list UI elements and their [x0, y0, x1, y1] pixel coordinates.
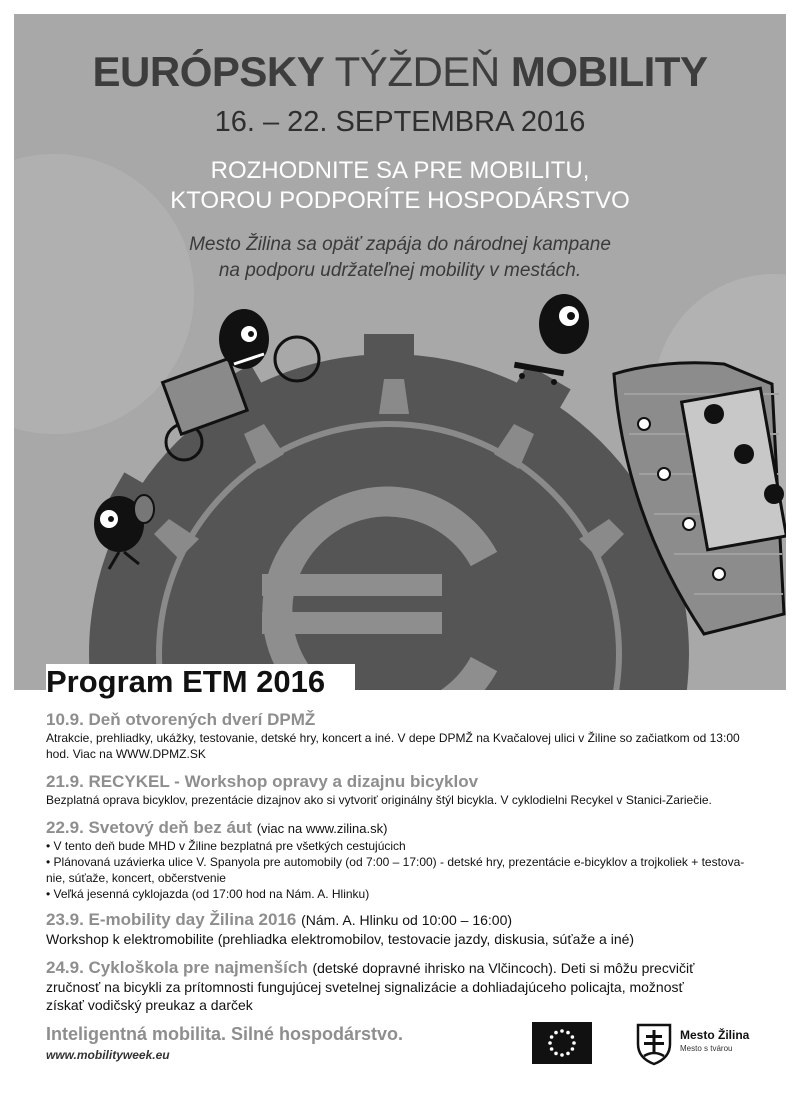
event-heading: 21.9. RECYKEL - Workshop opravy a dizajnu bicyklov [46, 772, 479, 791]
campaign-slogan: Inteligentná mobilita. Silné hospodárstvo. [46, 1024, 404, 1044]
event-description: Bezplatná oprava bicyklov, prezentácie dizajnov ako si vytvoriť originálny štýl bicykla. V cyklodielni Recykel v Stanici-Zariečie. [46, 793, 712, 807]
event-heading: 24.9. Cykloškola pre najmenších (detské dopravné ihrisko na Vlčincoch). Deti si môžu precvičiť [46, 958, 695, 977]
title-word-2: TÝŽDEŇ [334, 48, 500, 95]
event-item [46, 910, 768, 948]
poster-title [14, 48, 786, 96]
program-title: Program ETM 2016 [46, 664, 355, 702]
event-item [46, 772, 768, 808]
intro-line-1: Mesto Žilina sa opäť zapája do národnej kampane [189, 234, 611, 255]
city-logo [634, 1022, 784, 1066]
poster-subtitle [14, 156, 786, 216]
event-item [46, 958, 768, 1014]
event-description: Atrakcie, prehliadky, ukážky, testovanie, detské hry, koncert a iné. V depe DPMŽ na Kvačalovej ulici v Žiline so začiatkom od 13:00 hod. Viac na WWW.DPMZ.SK [46, 731, 740, 761]
event-description: zručnosť na bicykli za prítomnosti fungujúcej svetelnej signalizácie a dohliadajúceho policajta, možnosť získať vodičský preukaz a darček [46, 979, 684, 1013]
title-word-1: EURÓPSKY [92, 48, 325, 95]
title-word-3: MOBILITY [510, 48, 708, 95]
poster-intro [14, 232, 786, 284]
city-tagline: Mesto s tvárou [680, 1044, 733, 1053]
eu-flag-icon [532, 1022, 592, 1064]
poster-hero [14, 14, 786, 690]
subtitle-line-1: ROZHODNITE SA PRE MOBILITU, [210, 157, 590, 184]
intro-line-2: na podporu udržateľnej mobility v mestách. [218, 260, 582, 281]
event-description: Workshop k elektromobilite (prehliadka elektromobilov, testovacie jazdy, diskusia, súťaže a iné) [46, 931, 635, 947]
subtitle-line-2: KTOROU PODPORÍTE HOSPODÁRSTVO [170, 187, 630, 214]
event-description: • V tento deň bude MHD v Žiline bezplatná pre všetkých cestujúcich • Plánovaná uzávierka ulice V. Spanyola pre automobily (od 7:00 – 17:00) - detské hry, prezentácie e-bicyklov a trojkoliek + testova- nie, súťaže, koncert, občerstvenie • Veľká jesenná cyklojazda (od 17:00 hod na Nám. A. Hlinku) [46, 839, 745, 901]
event-item [46, 710, 768, 762]
city-name: Mesto Žilina [680, 1028, 750, 1042]
event-heading: 10.9. Deň otvorených dverí DPMŽ [46, 710, 316, 729]
event-heading: 23.9. E-mobility day Žilina 2016 (Nám. A. Hlinku od 10:00 – 16:00) [46, 910, 513, 929]
website-link[interactable]: www.mobilityweek.eu [46, 1048, 170, 1062]
event-item [46, 818, 768, 902]
city-coat-of-arms-icon [634, 1022, 674, 1066]
poster-dates: 16. – 22. SEPTEMBRA 2016 [214, 106, 586, 138]
event-heading: 22.9. Svetový deň bez áut (viac na www.zilina.sk) [46, 818, 388, 837]
